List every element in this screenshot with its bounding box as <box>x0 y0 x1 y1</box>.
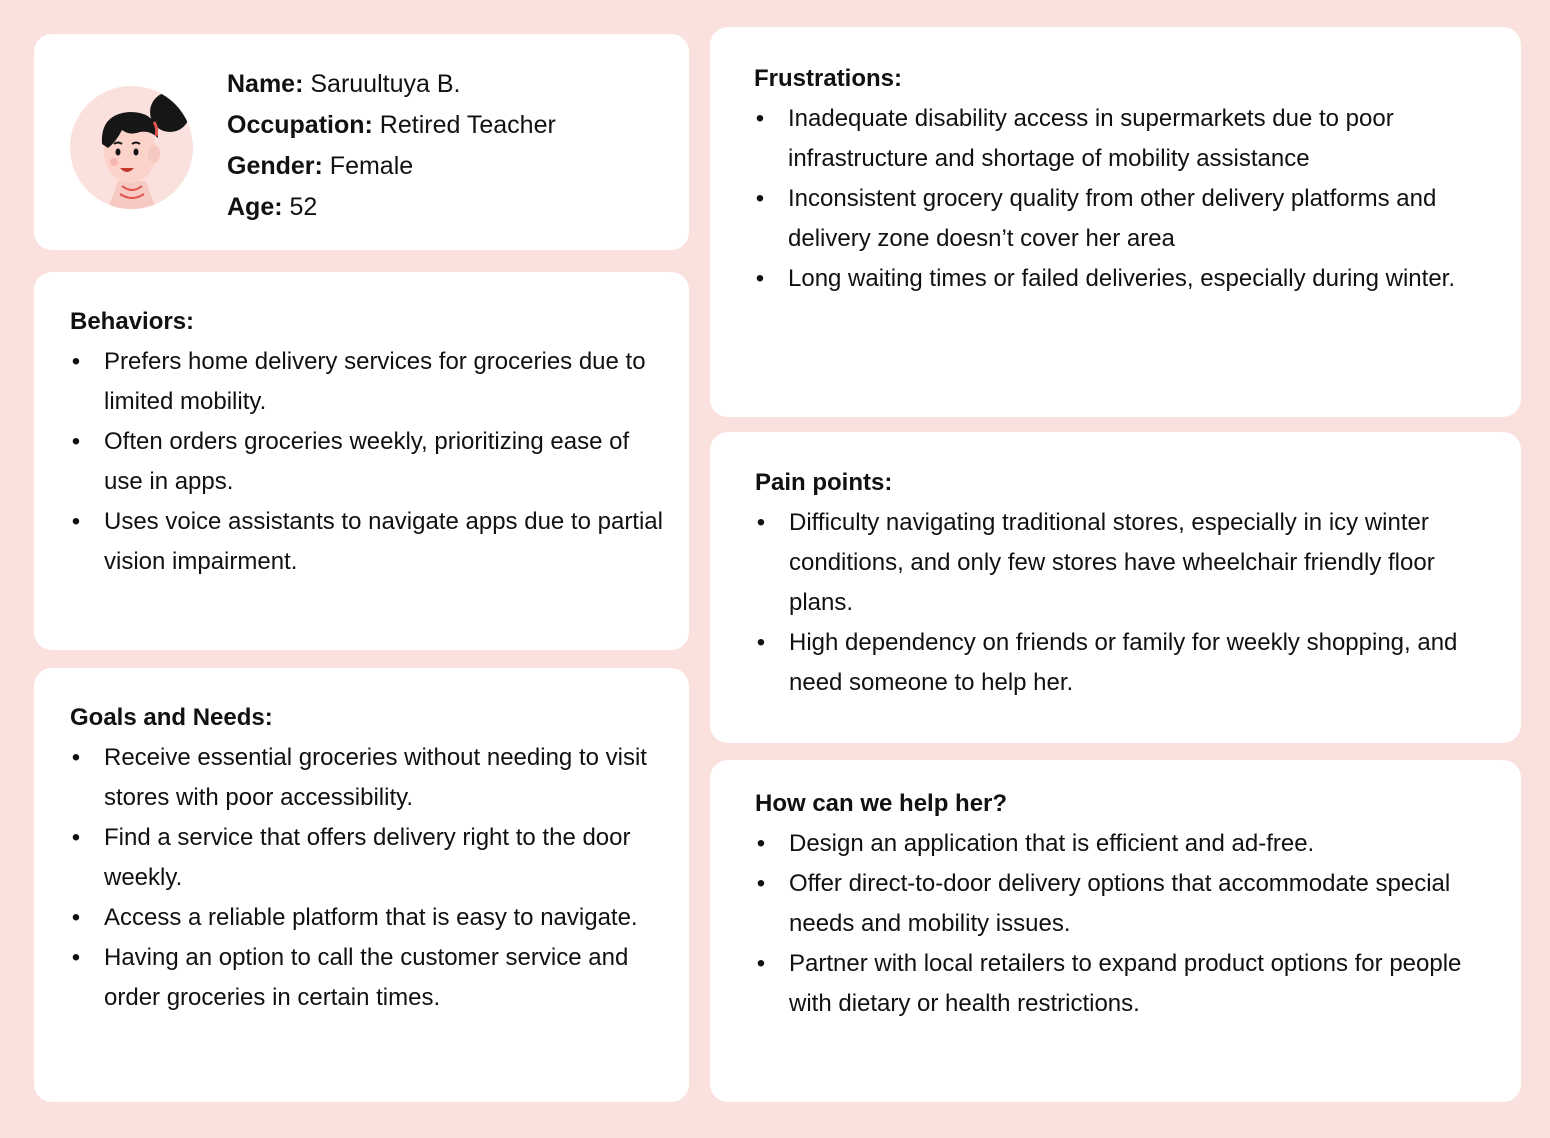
goals-card <box>34 668 689 1102</box>
list-item: • Long waiting times or failed deliveries, especially during winter. <box>754 259 1501 299</box>
list-item: • High dependency on friends or family for weekly shopping, and need someone to help her. <box>755 623 1501 703</box>
bullet: • <box>756 870 766 897</box>
list-item: • Partner with local retailers to expand product options for people with dietary or health restrictions. <box>755 944 1501 1024</box>
profile-occupation: Occupation: Retired Teacher <box>227 111 556 139</box>
list-item: • Having an option to call the customer service and order groceries in certain times. <box>70 938 669 1018</box>
bullet: • <box>71 824 81 851</box>
bullet: • <box>71 348 81 375</box>
goals-section <box>70 702 669 1018</box>
pain-points-section <box>755 467 1501 703</box>
frustrations-list <box>754 99 1501 299</box>
bullet: • <box>756 830 766 857</box>
frustrations-section <box>754 63 1501 299</box>
bullet: • <box>756 629 766 656</box>
goals-title: Goals and Needs: <box>70 704 273 731</box>
pain-points-title: Pain points: <box>755 469 893 496</box>
profile-details <box>227 64 556 228</box>
frustrations-card <box>710 27 1521 417</box>
pain-points-card <box>710 432 1521 743</box>
list-item: • Offer direct-to-door delivery options that accommodate special needs and mobility issues. <box>755 864 1501 944</box>
profile-name: Name: Saruultuya B. <box>227 70 461 98</box>
help-card <box>710 760 1521 1102</box>
behaviors-card <box>34 272 689 650</box>
bullet: • <box>755 105 765 132</box>
list-item: • Access a reliable platform that is easy to navigate. <box>70 898 669 938</box>
bullet: • <box>755 185 765 212</box>
profile-gender: Gender: Female <box>227 152 414 180</box>
bullet: • <box>755 265 765 292</box>
woman-avatar-icon <box>70 86 193 209</box>
bullet: • <box>71 744 81 771</box>
behaviors-title: Behaviors: <box>70 308 195 335</box>
list-item: • Receive essential groceries without needing to visit stores with poor accessibility. <box>70 738 669 818</box>
bullet: • <box>71 944 81 971</box>
pain-points-list <box>755 503 1501 703</box>
list-item: • Difficulty navigating traditional stores, especially in icy winter conditions, and only few stores have wheelchair friendly floor plans. <box>755 503 1501 623</box>
list-item: • Prefers home delivery services for groceries due to limited mobility. <box>70 342 669 422</box>
goals-list <box>70 738 669 1018</box>
help-list <box>755 824 1501 1024</box>
list-item: • Often orders groceries weekly, prioritizing ease of use in apps. <box>70 422 669 502</box>
list-item: • Uses voice assistants to navigate apps due to partial vision impairment. <box>70 502 669 582</box>
bullet: • <box>71 508 81 535</box>
list-item: • Design an application that is efficient and ad-free. <box>755 824 1501 864</box>
bullet: • <box>71 428 81 455</box>
help-title: How can we help her? <box>755 790 1008 817</box>
bullet: • <box>756 950 766 977</box>
frustrations-title: Frustrations: <box>754 65 903 92</box>
bullet: • <box>71 904 81 931</box>
bullet: • <box>756 509 766 536</box>
profile-card <box>34 34 689 250</box>
help-section <box>755 788 1501 1024</box>
list-item: • Find a service that offers delivery right to the door weekly. <box>70 818 669 898</box>
profile-age: Age: 52 <box>227 193 318 221</box>
list-item: • Inadequate disability access in supermarkets due to poor infrastructure and shortage of mobility assistance <box>754 99 1501 179</box>
behaviors-section <box>70 306 669 582</box>
behaviors-list <box>70 342 669 582</box>
list-item: • Inconsistent grocery quality from other delivery platforms and delivery zone doesn’t cover her area <box>754 179 1501 259</box>
